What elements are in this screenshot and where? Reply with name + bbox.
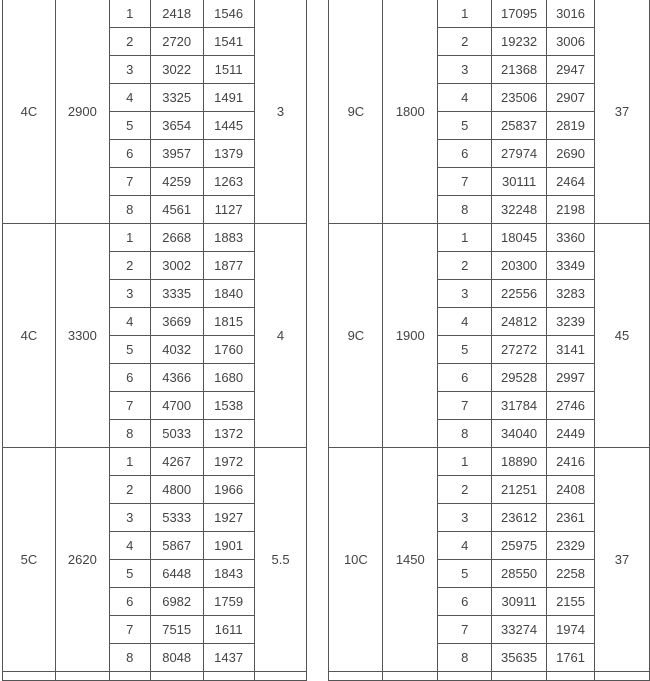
tail-cell: 37 xyxy=(595,0,650,224)
data-cell: 5033 xyxy=(150,420,203,448)
data-cell: 1901 xyxy=(203,532,254,560)
step-cell: 7 xyxy=(438,616,492,644)
table-row xyxy=(3,448,650,476)
model-cell: 9C xyxy=(329,0,383,224)
data-cell: 1680 xyxy=(203,364,254,392)
step-cell: 5 xyxy=(438,560,492,588)
step-cell: 1 xyxy=(109,448,150,476)
step-cell: 2 xyxy=(438,476,492,504)
data-cell: 33274 xyxy=(492,616,547,644)
data-cell: 1379 xyxy=(203,140,254,168)
data-cell: 30111 xyxy=(492,168,547,196)
data-cell: 1972 xyxy=(203,448,254,476)
step-cell: 1 xyxy=(438,448,492,476)
data-cell: 2819 xyxy=(547,112,595,140)
data-cell: 23612 xyxy=(492,504,547,532)
step-cell: 8 xyxy=(109,420,150,448)
step-cell: 3 xyxy=(438,280,492,308)
data-cell: 2408 xyxy=(547,476,595,504)
data-cell: 1927 xyxy=(203,504,254,532)
data-cell: 21368 xyxy=(492,56,547,84)
step-cell: 8 xyxy=(438,644,492,672)
step-cell: 2 xyxy=(109,252,150,280)
step-cell: 3 xyxy=(438,56,492,84)
step-cell: 5 xyxy=(109,112,150,140)
data-cell: 35635 xyxy=(492,644,547,672)
data-cell: 2416 xyxy=(547,448,595,476)
data-cell: 1445 xyxy=(203,112,254,140)
step-cell: 2 xyxy=(438,28,492,56)
data-cell: 1491 xyxy=(203,84,254,112)
data-cell: 31784 xyxy=(492,392,547,420)
data-cell: 1759 xyxy=(203,588,254,616)
data-cell: 1877 xyxy=(203,252,254,280)
step-cell: 7 xyxy=(109,392,150,420)
data-cell: 1263 xyxy=(203,168,254,196)
data-cell: 2997 xyxy=(547,364,595,392)
data-cell: 2329 xyxy=(547,532,595,560)
step-cell: 3 xyxy=(109,504,150,532)
step-cell: 2 xyxy=(109,28,150,56)
column-gap xyxy=(307,0,329,224)
table-row xyxy=(3,224,650,252)
step-cell: 4 xyxy=(109,308,150,336)
data-cell: 2907 xyxy=(547,84,595,112)
step-cell: 1 xyxy=(109,224,150,252)
data-cell: 29528 xyxy=(492,364,547,392)
step-cell: 6 xyxy=(109,588,150,616)
data-cell: 3141 xyxy=(547,336,595,364)
step-cell: 5 xyxy=(438,336,492,364)
step-cell: 2 xyxy=(109,476,150,504)
model-cell: 4C xyxy=(3,0,56,224)
empty-cell xyxy=(438,672,492,681)
empty-cell xyxy=(3,672,56,681)
data-cell: 4032 xyxy=(150,336,203,364)
data-cell: 1611 xyxy=(203,616,254,644)
data-cell: 3335 xyxy=(150,280,203,308)
empty-cell xyxy=(383,672,438,681)
data-cell: 3669 xyxy=(150,308,203,336)
data-cell: 2258 xyxy=(547,560,595,588)
step-cell: 7 xyxy=(109,168,150,196)
tail-cell: 37 xyxy=(595,448,650,672)
data-cell: 1372 xyxy=(203,420,254,448)
value-cell: 2900 xyxy=(55,0,109,224)
data-cell: 3002 xyxy=(150,252,203,280)
step-cell: 1 xyxy=(438,0,492,28)
empty-cell xyxy=(547,672,595,681)
table-row-cutoff xyxy=(3,672,650,681)
step-cell: 6 xyxy=(109,364,150,392)
data-cell: 3283 xyxy=(547,280,595,308)
empty-cell xyxy=(203,672,254,681)
data-cell: 8048 xyxy=(150,644,203,672)
data-cell: 1883 xyxy=(203,224,254,252)
value-cell: 1900 xyxy=(383,224,438,448)
data-cell: 30911 xyxy=(492,588,547,616)
data-cell: 2418 xyxy=(150,0,203,28)
data-cell: 7515 xyxy=(150,616,203,644)
empty-cell xyxy=(329,672,383,681)
data-cell: 34040 xyxy=(492,420,547,448)
step-cell: 4 xyxy=(438,84,492,112)
data-cell: 4267 xyxy=(150,448,203,476)
data-cell: 3016 xyxy=(547,0,595,28)
spec-table xyxy=(2,0,650,681)
data-cell: 2449 xyxy=(547,420,595,448)
data-cell: 1437 xyxy=(203,644,254,672)
step-cell: 5 xyxy=(109,336,150,364)
step-cell: 8 xyxy=(438,420,492,448)
data-cell: 2198 xyxy=(547,196,595,224)
table-body xyxy=(3,0,650,681)
step-cell: 5 xyxy=(438,112,492,140)
step-cell: 2 xyxy=(438,252,492,280)
step-cell: 6 xyxy=(438,140,492,168)
data-cell: 25837 xyxy=(492,112,547,140)
step-cell: 8 xyxy=(438,196,492,224)
table-row xyxy=(3,0,650,28)
data-cell: 3325 xyxy=(150,84,203,112)
data-cell: 3006 xyxy=(547,28,595,56)
data-cell: 4366 xyxy=(150,364,203,392)
data-cell: 25975 xyxy=(492,532,547,560)
data-cell: 28550 xyxy=(492,560,547,588)
data-cell: 1538 xyxy=(203,392,254,420)
step-cell: 3 xyxy=(109,280,150,308)
data-cell: 21251 xyxy=(492,476,547,504)
data-cell: 2668 xyxy=(150,224,203,252)
empty-cell xyxy=(254,672,307,681)
step-cell: 4 xyxy=(109,84,150,112)
model-cell: 10C xyxy=(329,448,383,672)
empty-cell xyxy=(492,672,547,681)
step-cell: 1 xyxy=(109,0,150,28)
empty-cell xyxy=(109,672,150,681)
data-cell: 3022 xyxy=(150,56,203,84)
data-cell: 6982 xyxy=(150,588,203,616)
data-cell: 3654 xyxy=(150,112,203,140)
model-cell: 5C xyxy=(3,448,56,672)
data-cell: 4800 xyxy=(150,476,203,504)
data-cell: 1546 xyxy=(203,0,254,28)
column-gap xyxy=(307,224,329,448)
value-cell: 2620 xyxy=(55,448,109,672)
tail-cell: 4 xyxy=(254,224,307,448)
data-cell: 1966 xyxy=(203,476,254,504)
data-cell: 2746 xyxy=(547,392,595,420)
data-cell: 1815 xyxy=(203,308,254,336)
data-cell: 1761 xyxy=(547,644,595,672)
data-cell: 20300 xyxy=(492,252,547,280)
value-cell: 1450 xyxy=(383,448,438,672)
data-cell: 23506 xyxy=(492,84,547,112)
data-cell: 18890 xyxy=(492,448,547,476)
step-cell: 1 xyxy=(438,224,492,252)
data-cell: 2720 xyxy=(150,28,203,56)
data-cell: 24812 xyxy=(492,308,547,336)
step-cell: 7 xyxy=(109,616,150,644)
data-cell: 3239 xyxy=(547,308,595,336)
data-cell: 4700 xyxy=(150,392,203,420)
step-cell: 6 xyxy=(109,140,150,168)
step-cell: 4 xyxy=(438,532,492,560)
data-cell: 3349 xyxy=(547,252,595,280)
data-cell: 1843 xyxy=(203,560,254,588)
step-cell: 7 xyxy=(438,392,492,420)
data-cell: 5333 xyxy=(150,504,203,532)
step-cell: 8 xyxy=(109,644,150,672)
value-cell: 3300 xyxy=(55,224,109,448)
data-cell: 2947 xyxy=(547,56,595,84)
data-cell: 1760 xyxy=(203,336,254,364)
model-cell: 4C xyxy=(3,224,56,448)
step-cell: 6 xyxy=(438,364,492,392)
empty-cell xyxy=(55,672,109,681)
data-cell: 4561 xyxy=(150,196,203,224)
step-cell: 4 xyxy=(438,308,492,336)
column-gap xyxy=(307,448,329,672)
empty-cell xyxy=(595,672,650,681)
data-cell: 4259 xyxy=(150,168,203,196)
value-cell: 1800 xyxy=(383,0,438,224)
step-cell: 5 xyxy=(109,560,150,588)
step-cell: 8 xyxy=(109,196,150,224)
step-cell: 3 xyxy=(109,56,150,84)
model-cell: 9C xyxy=(329,224,383,448)
data-cell: 1127 xyxy=(203,196,254,224)
step-cell: 6 xyxy=(438,588,492,616)
tail-cell: 45 xyxy=(595,224,650,448)
data-cell: 1840 xyxy=(203,280,254,308)
data-cell: 32248 xyxy=(492,196,547,224)
data-cell: 22556 xyxy=(492,280,547,308)
empty-cell xyxy=(150,672,203,681)
data-cell: 27272 xyxy=(492,336,547,364)
data-cell: 2690 xyxy=(547,140,595,168)
data-cell: 2155 xyxy=(547,588,595,616)
data-cell: 19232 xyxy=(492,28,547,56)
step-cell: 4 xyxy=(109,532,150,560)
data-cell: 1974 xyxy=(547,616,595,644)
step-cell: 7 xyxy=(438,168,492,196)
data-cell: 2361 xyxy=(547,504,595,532)
tail-cell: 3 xyxy=(254,0,307,224)
data-cell: 3957 xyxy=(150,140,203,168)
data-cell: 1541 xyxy=(203,28,254,56)
tail-cell: 5.5 xyxy=(254,448,307,672)
data-cell: 6448 xyxy=(150,560,203,588)
data-cell: 5867 xyxy=(150,532,203,560)
data-cell: 27974 xyxy=(492,140,547,168)
data-cell: 18045 xyxy=(492,224,547,252)
column-gap xyxy=(307,672,329,681)
data-cell: 3360 xyxy=(547,224,595,252)
data-cell: 17095 xyxy=(492,0,547,28)
step-cell: 3 xyxy=(438,504,492,532)
data-cell: 1511 xyxy=(203,56,254,84)
data-cell: 2464 xyxy=(547,168,595,196)
